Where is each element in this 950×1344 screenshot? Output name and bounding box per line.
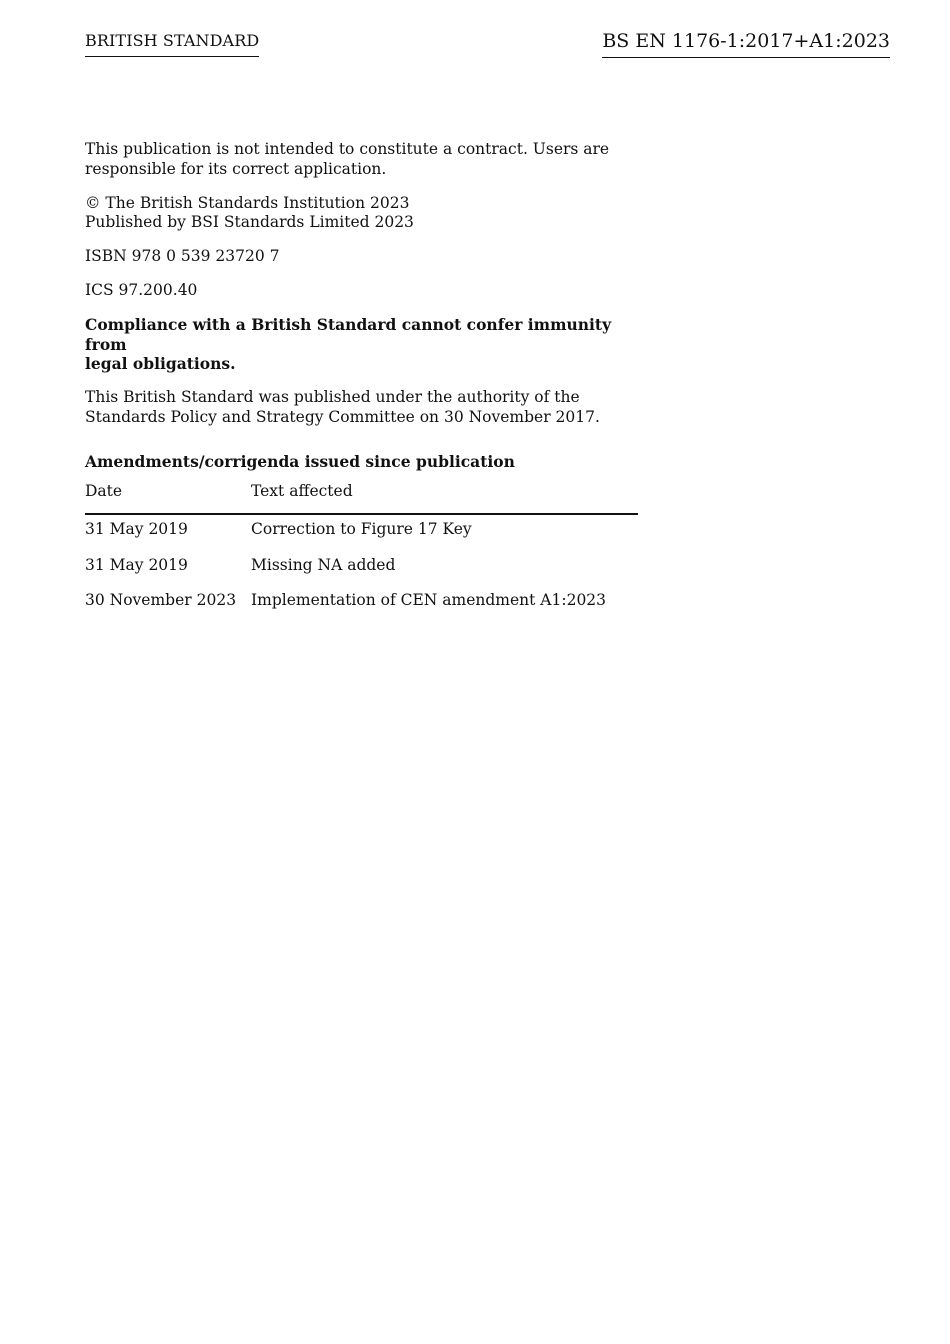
isbn: ISBN 978 0 539 23720 7 (85, 247, 280, 265)
publisher-line: Published by BSI Standards Limited 2023 (85, 213, 414, 231)
column-header-text-affected: Text affected (251, 480, 638, 515)
amendments-title: Amendments/corrigenda issued since publication (85, 452, 515, 471)
copyright-page-content (85, 140, 645, 621)
compliance-statement (85, 315, 645, 374)
ics-code: ICS 97.200.40 (85, 281, 198, 299)
amendment-date: 31 May 2019 (85, 555, 188, 574)
column-header-date: Date (85, 480, 251, 515)
amendment-date: 31 May 2019 (85, 520, 188, 538)
amendment-text: Implementation of CEN amendment A1:2023 (251, 591, 607, 609)
authority-line-1: This British Standard was published under the authority of the (85, 388, 580, 406)
contract-notice-line-2: responsible for its correct application. (85, 159, 387, 178)
standard-designation: BS EN 1176-1:2017+A1:2023 (602, 30, 890, 58)
copyright-line: © The British Standards Institution 2023 (85, 193, 410, 212)
table-header-row (85, 480, 638, 515)
authority-statement (85, 388, 645, 427)
table-row (85, 550, 638, 586)
amendments-table (85, 480, 638, 621)
compliance-line-1: Compliance with a British Standard cannot confer immunity from (85, 315, 612, 354)
copyright-notice (85, 194, 645, 233)
table-row (85, 514, 638, 550)
table-row (85, 585, 638, 621)
running-header-left: BRITISH STANDARD (85, 31, 259, 57)
contract-notice (85, 140, 645, 179)
amendment-date: 30 November 2023 (85, 591, 237, 609)
compliance-line-2: legal obligations. (85, 354, 236, 373)
authority-line-2: Standards Policy and Strategy Committee on 30 November 2017. (85, 407, 600, 426)
amendment-text: Correction to Figure 17 Key (251, 520, 472, 538)
contract-notice-line-1: This publication is not intended to constitute a contract. Users are (85, 140, 610, 158)
amendment-text: Missing NA added (251, 555, 396, 574)
